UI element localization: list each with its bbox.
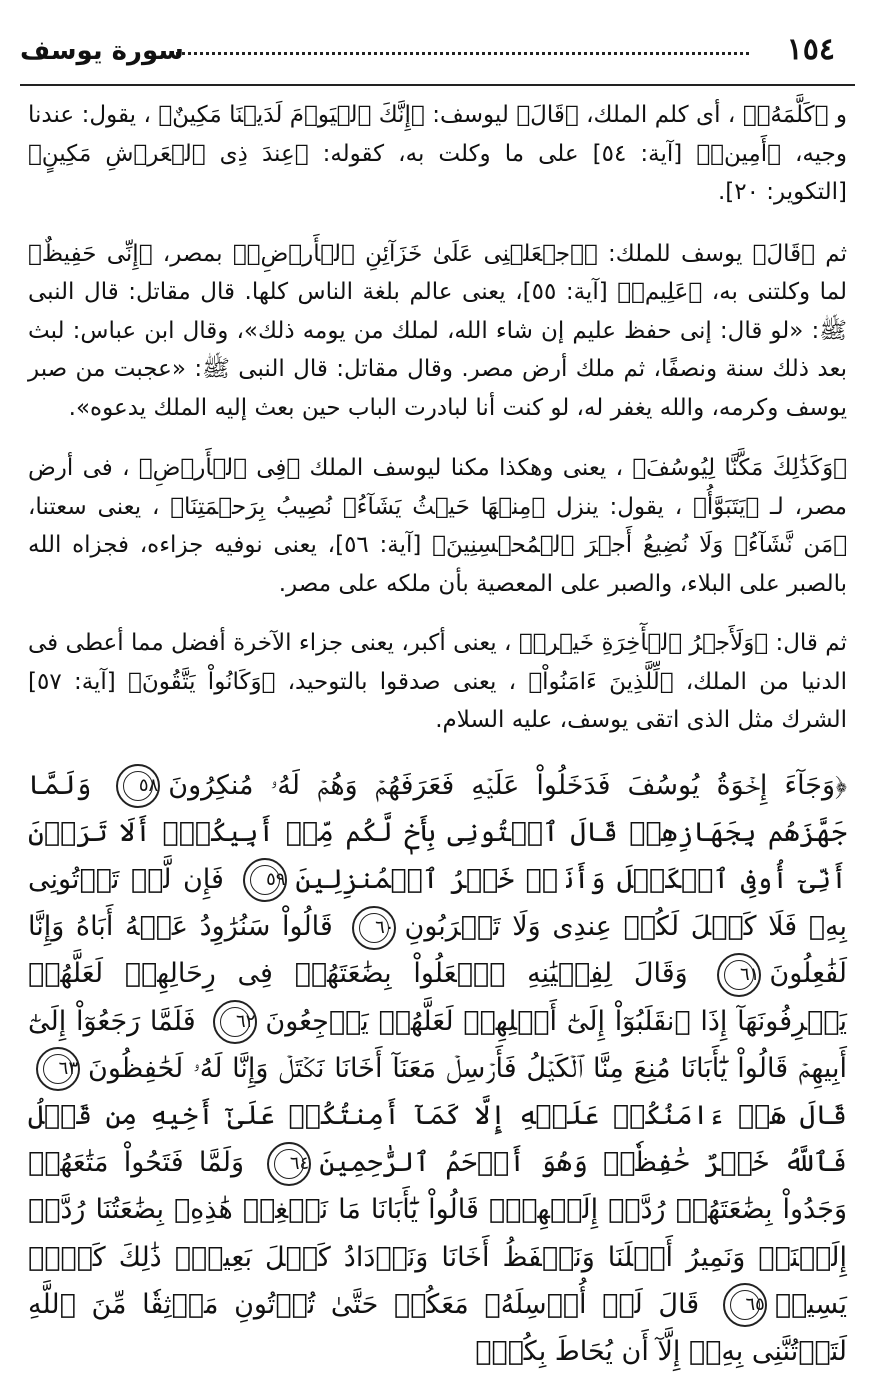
page-body <box>28 96 847 1375</box>
ayah-text: ﴿وَجَآءَ إِخۡوَةُ يُوسُفَ فَدَخَلُواْ عَلَيۡهِ فَعَرَفَهُمۡ وَهُمۡ لَهُۥ مُنكِرُونَ <box>168 770 847 801</box>
ayah-number-marker: ٦٣ <box>36 1047 80 1091</box>
ayah-text: فَإِن لَّمۡ تَأۡتُونِى بِهِۦ فَلَا كَيۡلَ لَكُمۡ عِندِى وَلَا تَقۡرَبُونِ <box>28 864 847 942</box>
ayah-number-marker: ٥٩ <box>243 858 287 902</box>
ayah-number-marker: ٦٥ <box>723 1283 767 1327</box>
header-dotted-leader <box>170 52 749 55</box>
ayah-number-marker: ٦٠ <box>352 906 396 950</box>
ayah-number-marker: ٦١ <box>717 953 761 997</box>
commentary-paragraph: ثم قال: ﴿وَلَأَجۡرُ ٱلۡأٓخِرَةِ خَيۡرٞ﴾ ، يعنى أكبر، يعنى جزاء الآخرة أفضل مما أعطى فى الدنيا من الملك، ﴿لِّلَّذِينَ ءَامَنُواْ﴾ ، يعنى صدقوا بالتوحيد، ﴿وَكَانُواْ يَتَّقُونَ﴾ [آية: ٥٧] الشرك مثل الذى اتقى يوسف، عليه السلام. <box>28 624 847 740</box>
commentary-paragraph: ﴿وَكَذَٰلِكَ مَكَّنَّا لِيُوسُفَ﴾ ، يعنى وهكذا مكنا ليوسف الملك ﴿فِى ٱلۡأَرۡضِ﴾ ، فى أرض مصر، لـ ﴿يَتَبَوَّأُ﴾ ، يقول: ينزل ﴿مِنۡهَا حَيۡثُ يَشَآءُۚ نُصِيبُ بِرَحۡمَتِنَا﴾ ، يعنى سعتنا، ﴿مَن نَّشَآءُۖ وَلَا نُضِيعُ أَجۡرَ ٱلۡمُحۡسِنِينَ﴾ [آية: ٥٦]، يعنى نوفيه جزاءه، فجزاه الله بالصبر على البلاء، والصبر على المعصية بأن ملكه على مصر. <box>28 449 847 603</box>
ayah-number-marker: ٦٤ <box>267 1142 311 1186</box>
ayah-number-marker: ٥٨ <box>116 764 160 808</box>
ayah-text: قَالُواْ سَنُرَٰوِدُ عَنۡهُ أَبَاهُ وَإِنَّا لَفَٰعِلُونَ <box>28 911 847 989</box>
ayah-text: وَقَالَ لِفِتۡيَٰنِهِ ٱجۡعَلُواْ بِضَٰعَتَهُمۡ فِى رِحَالِهِمۡ لَعَلَّهُمۡ يَعۡرِفُونَهَآ إِذَا ٱنقَلَبُوٓاْ إِلَىٰٓ أَهۡلِهِمۡ لَعَلَّهُمۡ يَرۡجِعُونَ <box>28 958 847 1036</box>
commentary-paragraph: و ﴿كَلَّمَهُۥ﴾ ، أى كلم الملك، ﴿قَالَ﴾ ليوسف: ﴿إِنَّكَ ٱلۡيَوۡمَ لَدَيۡنَا مَكِينٌ﴾ ، يقول: عندنا وجيه، ﴿أَمِينٞ﴾ [آية: ٥٤] على ما وكلت به، كقوله: ﴿عِندَ ذِى ٱلۡعَرۡشِ مَكِينٍ﴾ [التكوير: ٢٠]. <box>28 96 847 212</box>
page-header <box>20 30 835 76</box>
ayah-number-marker: ٦٢ <box>213 1000 257 1044</box>
ayah-text: فَلَمَّا رَجَعُوٓاْ إِلَىٰٓ أَبِيهِمۡ قَالُواْ يَٰٓأَبَانَا مُنِعَ مِنَّا ٱلۡكَيۡلُ فَأَرۡسِلۡ مَعَنَآ أَخَانَا نَكۡتَلۡ وَإِنَّا لَهُۥ لَحَٰفِظُونَ <box>28 1006 847 1084</box>
ayah-text: قَالَ هَلۡ ءَامَنُكُمۡ عَلَيۡهِ إِلَّا كَمَآ أَمِنتُكُمۡ عَلَىٰٓ أَخِيهِ مِن قَبۡلُ فَٱللَّهُ خَيۡرٌ حَٰفِظٗاۖ وَهُوَ أَرۡحَمُ ٱلرَّٰحِمِينَ <box>28 1100 847 1178</box>
ayah-text: وَلَمَّا جَهَّزَهُم بِجَهَازِهِمۡ قَالَ ٱئۡتُونِى بِأَخٖ لَّكُم مِّنۡ أَبِيكُمۡۚ أَلَا تَرَوۡنَ أَنِّىٓ أُوفِى ٱلۡكَيۡلَ وَأَنَا۠ خَيۡرُ ٱلۡمُنزِلِينَ <box>28 770 847 895</box>
commentary-paragraph: ثم ﴿قَالَ﴾ يوسف للملك: ﴿ٱجۡعَلۡنِى عَلَىٰ خَزَآئِنِ ٱلۡأَرۡضِۖ﴾ بمصر، ﴿إِنِّى حَفِيظٌ﴾ لما وكلتنى به، ﴿عَلِيمٞ﴾ [آية: ٥٥]، يعنى عالم بلغة الناس كلها. قال مقاتل: قال النبى ﷺ: «لو قال: إنى حفظ عليم إن شاء الله، لملك من يومه ذلك»، وقال ابن عباس: لبث بعد ذلك سنة ونصفًا، ثم ملك أرض مصر. وقال مقاتل: قال النبى ﷺ: «عجبت من صبر يوسف وكرمه، والله يغفر له، لو كنت أنا لبادرت الباب حين بعث إليه الملك يدعوه». <box>28 235 847 428</box>
page-number: ١٥٤ <box>787 30 835 70</box>
quran-verses-block <box>28 762 847 1375</box>
ayah-text: قَالَ لَنۡ أُرۡسِلَهُۥ مَعَكُمۡ حَتَّىٰ تُؤۡتُونِ مَوۡثِقٗا مِّنَ ٱللَّهِ لَتَأۡتُنَّنِى بِهِۦٓ إِلَّآ أَن يُحَاطَ بِكُمۡۖ <box>28 1289 847 1367</box>
ayah-text: وَلَمَّا فَتَحُواْ مَتَٰعَهُمۡ وَجَدُواْ بِضَٰعَتَهُمۡ رُدَّتۡ إِلَيۡهِمۡۖ قَالُواْ يَٰٓأَبَانَا مَا نَبۡغِىۖ هَٰذِهِۦ بِضَٰعَتُنَا رُدَّتۡ إِلَيۡنَاۖ وَنَمِيرُ أَهۡلَنَا وَنَحۡفَظُ أَخَانَا وَنَزۡدَادُ كَيۡلَ بَعِيرٖۖ ذَٰلِكَ كَيۡلٞ يَسِيرٞ <box>28 1147 847 1320</box>
surah-title: سورة يوسف <box>20 32 184 70</box>
header-rule <box>20 84 855 86</box>
